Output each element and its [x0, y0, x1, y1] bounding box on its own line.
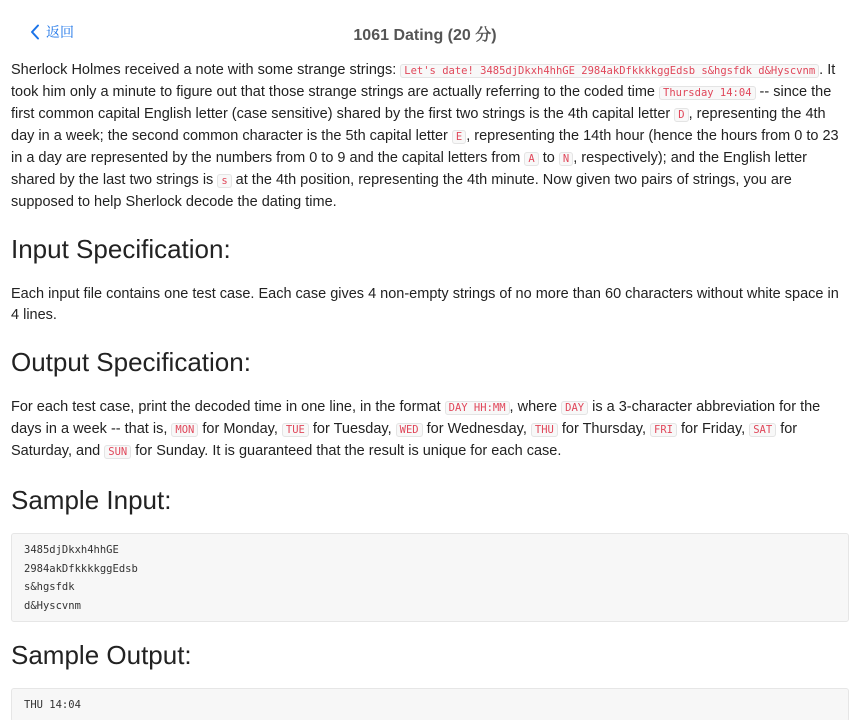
output-spec-heading: Output Specification: — [11, 347, 251, 377]
problem-description — [11, 60, 849, 213]
desc-text-4: , representing the 4th day in a week; the second common character is the 5th capital letter — [11, 106, 826, 144]
sample-input-code[interactable]: 3485djDkxh4hhGE 2984akDfkkkkggEdsb s&hgsfdk d&Hyscvnm — [11, 533, 849, 622]
desc-text-8: at the 4th position, representing the 4th minute. Now given two pairs of strings, you are supposed to help Sherlock decode the dating time. — [11, 172, 792, 210]
desc-code-d: D — [674, 108, 688, 122]
out-text-9: for Saturday, and — [11, 421, 798, 459]
back-label[interactable]: 返回 — [46, 24, 74, 40]
desc-code-e: E — [452, 130, 466, 144]
out-text-3: is a 3-character abbreviation for the days in a week -- that is, — [11, 399, 821, 437]
desc-code-note: Let's date! 3485djDkxh4hhGE 2984akDfkkkkggEdsb s&hgsfdk d&Hyscvnm — [400, 64, 819, 78]
out-text-2: , where — [509, 399, 562, 415]
out-text-4: for Monday, — [198, 421, 282, 437]
input-spec-heading: Input Specification: — [11, 234, 231, 264]
out-text-7: for Thursday, — [557, 421, 650, 437]
out-code-wed: WED — [396, 423, 423, 437]
out-text-8: for Friday, — [676, 421, 750, 437]
problem-content — [11, 60, 849, 720]
out-code-sat: SAT — [749, 423, 776, 437]
out-code-thu: THU — [531, 423, 558, 437]
desc-text-1: Sherlock Holmes received a note with some strange strings: — [11, 62, 401, 78]
sample-output-heading: Sample Output: — [11, 640, 192, 670]
out-text-6: for Wednesday, — [422, 421, 531, 437]
desc-code-thursday: Thursday 14:04 — [659, 86, 756, 100]
output-spec-text — [11, 397, 849, 463]
out-code-mon: MON — [171, 423, 198, 437]
out-text-5: for Tuesday, — [308, 421, 396, 437]
out-code-sun: SUN — [104, 445, 131, 459]
desc-code-s: s — [217, 174, 231, 188]
out-code-day: DAY — [561, 401, 588, 415]
out-text-10: for Sunday. It is guaranteed that the result is unique for each case. — [131, 443, 562, 459]
desc-text-5: , representing the 14th hour (hence the hours from 0 to 23 in a day are represented by the numbers from 0 to 9 and the capital letters from — [11, 128, 839, 166]
desc-code-a: A — [524, 152, 538, 166]
page-title: 1061 Dating (20 分) — [353, 27, 497, 44]
sample-output-code[interactable]: THU 14:04 — [11, 688, 849, 720]
desc-text-6: to — [538, 150, 559, 166]
sample-input-heading: Sample Input: — [11, 485, 172, 515]
desc-text-7: , respectively); and the English letter shared by the last two strings is — [11, 150, 807, 188]
out-text-1: For each test case, print the decoded time in one line, in the format — [11, 399, 445, 415]
out-code-tue: TUE — [282, 423, 309, 437]
desc-code-n: N — [559, 152, 573, 166]
desc-text-2: . It took him only a minute to figure out that those strange strings are actually referring to the coded time — [11, 62, 836, 100]
input-spec-text: Each input file contains one test case. Each case gives 4 non-empty strings of no more than 60 characters without white space in 4 lines. — [11, 286, 839, 323]
out-code-format: DAY HH:MM — [445, 401, 510, 415]
desc-text-3: -- since the first common capital English letter (case sensitive) shared by the first two strings is the 4th capital letter — [11, 84, 832, 122]
top-bar — [0, 0, 850, 62]
out-code-fri: FRI — [650, 423, 677, 437]
